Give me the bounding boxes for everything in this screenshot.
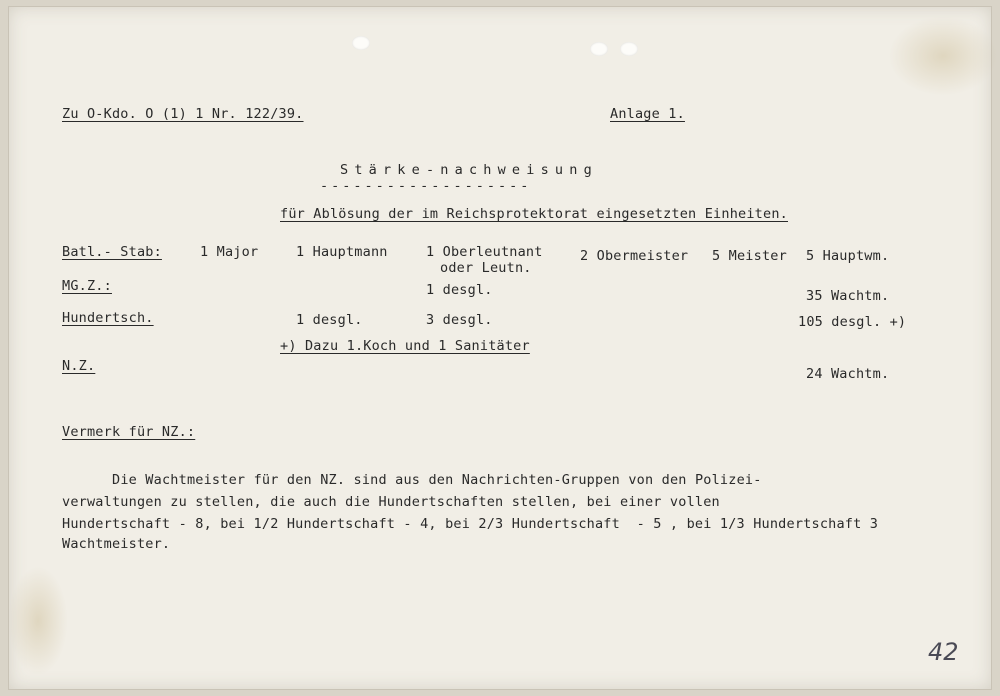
- row-label-nz: N.Z.: [62, 358, 96, 374]
- punch-hole: [590, 42, 608, 56]
- note-line-1: Die Wachtmeister für den NZ. sind aus den Nachrichten-Gruppen von den Polizei-: [112, 472, 762, 488]
- paper-stain: [8, 566, 68, 676]
- title-underline: -------------------: [320, 178, 532, 194]
- row-label-stab: Batl.- Stab:: [62, 244, 162, 260]
- annex-label: Anlage 1.: [610, 106, 685, 122]
- stab-hauptmann: 1 Hauptmann: [296, 244, 388, 260]
- note-line-2: verwaltungen zu stellen, die auch die Hundertschaften stellen, bei einer vollen: [62, 494, 720, 510]
- stab-hauptwm: 5 Hauptwm.: [806, 248, 890, 264]
- stab-major: 1 Major: [200, 244, 259, 260]
- document-subtitle: für Ablösung der im Reichsprotektorat eingesetzten Einheiten.: [280, 206, 788, 222]
- stab-meister: 5 Meister: [712, 248, 787, 264]
- document-page: [8, 6, 992, 690]
- hundertsch-desgl-1: 1 desgl.: [296, 312, 363, 328]
- punch-hole: [620, 42, 638, 56]
- footnote: +) Dazu 1.Koch und 1 Sanitäter: [280, 338, 530, 354]
- row-label-mgz: MG.Z.:: [62, 278, 112, 294]
- stab-oberleutnant: 1 Oberleutnant: [426, 244, 543, 260]
- hundertsch-desgl-3: 3 desgl.: [426, 312, 493, 328]
- note-heading: Vermerk für NZ.:: [62, 424, 196, 440]
- document-title: Stärke-nachweisung: [340, 162, 598, 178]
- stab-leutnant: oder Leutn.: [440, 260, 532, 276]
- note-line-3: Hundertschaft - 8, bei 1/2 Hundertschaft - 4, bei 2/3 Hundertschaft - 5 , bei 1/3 Hundertschaft 3: [62, 516, 879, 532]
- hundertsch-desgl-105: 105 desgl. +): [798, 314, 907, 330]
- page-number: 42: [928, 638, 959, 666]
- nz-wachtm: 24 Wachtm.: [806, 366, 890, 382]
- stab-obermeister: 2 Obermeister: [580, 248, 689, 264]
- mgz-desgl: 1 desgl.: [426, 282, 493, 298]
- paper-stain: [888, 16, 998, 96]
- mgz-wachtm: 35 Wachtm.: [806, 288, 890, 304]
- row-label-hundertsch: Hundertsch.: [62, 310, 154, 326]
- note-line-4: Wachtmeister.: [62, 536, 171, 552]
- punch-hole: [352, 36, 370, 50]
- reference-number: Zu O-Kdo. O (1) 1 Nr. 122/39.: [62, 106, 304, 122]
